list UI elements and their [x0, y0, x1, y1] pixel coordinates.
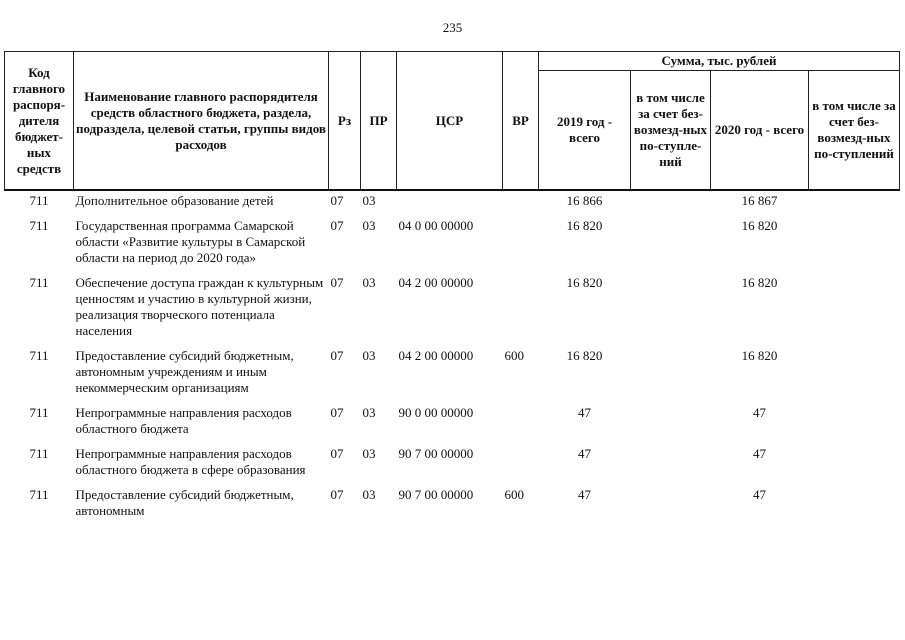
header-rz: Рз: [329, 52, 361, 191]
cell-vr: 600: [504, 348, 524, 363]
cell-csr: [397, 190, 503, 213]
cell-code: 711: [29, 348, 49, 363]
cell-2019-total: 16 820: [566, 218, 603, 233]
cell-name: Непрограммные направления расходов областного бюджета в сфере образования: [75, 446, 306, 477]
cell-2020-total: 16 820: [741, 218, 778, 233]
cell-pr: 03: [362, 405, 376, 420]
cell-2019-total: 47: [578, 405, 591, 420]
header-name: Наименование главного распорядителя средств областного бюджета, раздела, подраздела, целевой статьи, группы видов расходов: [74, 52, 329, 191]
cell-vr: 600: [504, 487, 524, 502]
cell-csr: 90 7 00 00000: [398, 446, 474, 461]
cell-2020-free: [809, 343, 900, 400]
cell-2020-free: [809, 441, 900, 482]
header-2019-total: 2019 год - всего: [539, 71, 631, 191]
cell-vr: [503, 441, 539, 482]
cell-vr: [503, 213, 539, 270]
cell-2020-total: 47: [753, 487, 766, 502]
cell-vr: [503, 400, 539, 441]
table-row: [5, 441, 900, 482]
cell-rz: 07: [330, 193, 344, 208]
cell-2020-total: 47: [753, 446, 766, 461]
header-pr: ПР: [361, 52, 397, 191]
table-body: [5, 190, 900, 523]
cell-code: 711: [29, 405, 49, 420]
cell-2020-total: 16 820: [741, 275, 778, 290]
cell-2019-free: [631, 343, 711, 400]
cell-2019-free: [631, 482, 711, 523]
cell-csr: 04 2 00 00000: [398, 275, 474, 290]
cell-2019-total: 47: [578, 487, 591, 502]
cell-2020-free: [809, 400, 900, 441]
cell-code: 711: [29, 218, 49, 233]
header-code: Код главного распоря-дителя бюджет-ных средств: [5, 52, 74, 191]
page-number: 235: [442, 20, 463, 35]
cell-2020-free: [809, 213, 900, 270]
table-header: [5, 52, 900, 191]
cell-pr: 03: [362, 487, 376, 502]
table-row: [5, 190, 900, 213]
cell-vr: [503, 270, 539, 343]
cell-2020-free: [809, 190, 900, 213]
cell-code: 711: [29, 193, 49, 208]
table-row: [5, 482, 900, 523]
cell-rz: 07: [330, 348, 344, 363]
header-2020-total: 2020 год - всего: [711, 71, 809, 191]
header-csr: ЦСР: [397, 52, 503, 191]
cell-2019-free: [631, 190, 711, 213]
table-row: [5, 213, 900, 270]
cell-pr: 03: [362, 193, 376, 208]
cell-vr: [503, 190, 539, 213]
cell-2020-total: 16 820: [741, 348, 778, 363]
cell-code: 711: [29, 487, 49, 502]
cell-2019-free: [631, 270, 711, 343]
cell-2020-total: 47: [753, 405, 766, 420]
cell-name: Дополнительное образование детей: [75, 193, 274, 208]
cell-csr: 90 0 00 00000: [398, 405, 474, 420]
cell-name: Государственная программа Самарской области «Развитие культуры в Самарской области на период до 2020 года»: [75, 218, 306, 265]
cell-rz: 07: [330, 405, 344, 420]
cell-name: Предоставление субсидий бюджетным, автономным учреждениям и иным некоммерческим организациям: [75, 348, 294, 395]
cell-2020-total: 16 867: [741, 193, 778, 208]
cell-pr: 03: [362, 275, 376, 290]
cell-pr: 03: [362, 218, 376, 233]
cell-name: Непрограммные направления расходов областного бюджета: [75, 405, 292, 436]
cell-2019-free: [631, 441, 711, 482]
cell-rz: 07: [330, 275, 344, 290]
cell-csr: 90 7 00 00000: [398, 487, 474, 502]
cell-code: 711: [29, 446, 49, 461]
cell-2019-total: 16 820: [566, 348, 603, 363]
cell-csr: 04 2 00 00000: [398, 348, 474, 363]
cell-2019-total: 47: [578, 446, 591, 461]
header-sum-group: Сумма, тыс. рублей: [539, 52, 900, 71]
cell-rz: 07: [330, 446, 344, 461]
header-2020-free: в том числе за счет без-возмезд-ных по-ступлений: [809, 71, 900, 191]
cell-rz: 07: [330, 218, 344, 233]
cell-2019-total: 16 820: [566, 275, 603, 290]
table-row: [5, 343, 900, 400]
cell-pr: 03: [362, 348, 376, 363]
cell-2019-total: 16 866: [566, 193, 603, 208]
cell-rz: 07: [330, 487, 344, 502]
cell-csr: 04 0 00 00000: [398, 218, 474, 233]
cell-2019-free: [631, 213, 711, 270]
cell-pr: 03: [362, 446, 376, 461]
cell-2020-free: [809, 270, 900, 343]
budget-table: [4, 51, 900, 523]
cell-2019-free: [631, 400, 711, 441]
table-row: [5, 400, 900, 441]
cell-name: Обеспечение доступа граждан к культурным ценностям и участию в культурной жизни, реализация творческого потенциала населения: [75, 275, 324, 338]
header-2019-free: в том числе за счет без-возмезд-ных по-ступле-ний: [631, 71, 711, 191]
cell-code: 711: [29, 275, 49, 290]
header-vr: ВР: [503, 52, 539, 191]
table-row: [5, 270, 900, 343]
cell-name: Предоставление субсидий бюджетным, автономным: [75, 487, 294, 518]
cell-2020-free: [809, 482, 900, 523]
